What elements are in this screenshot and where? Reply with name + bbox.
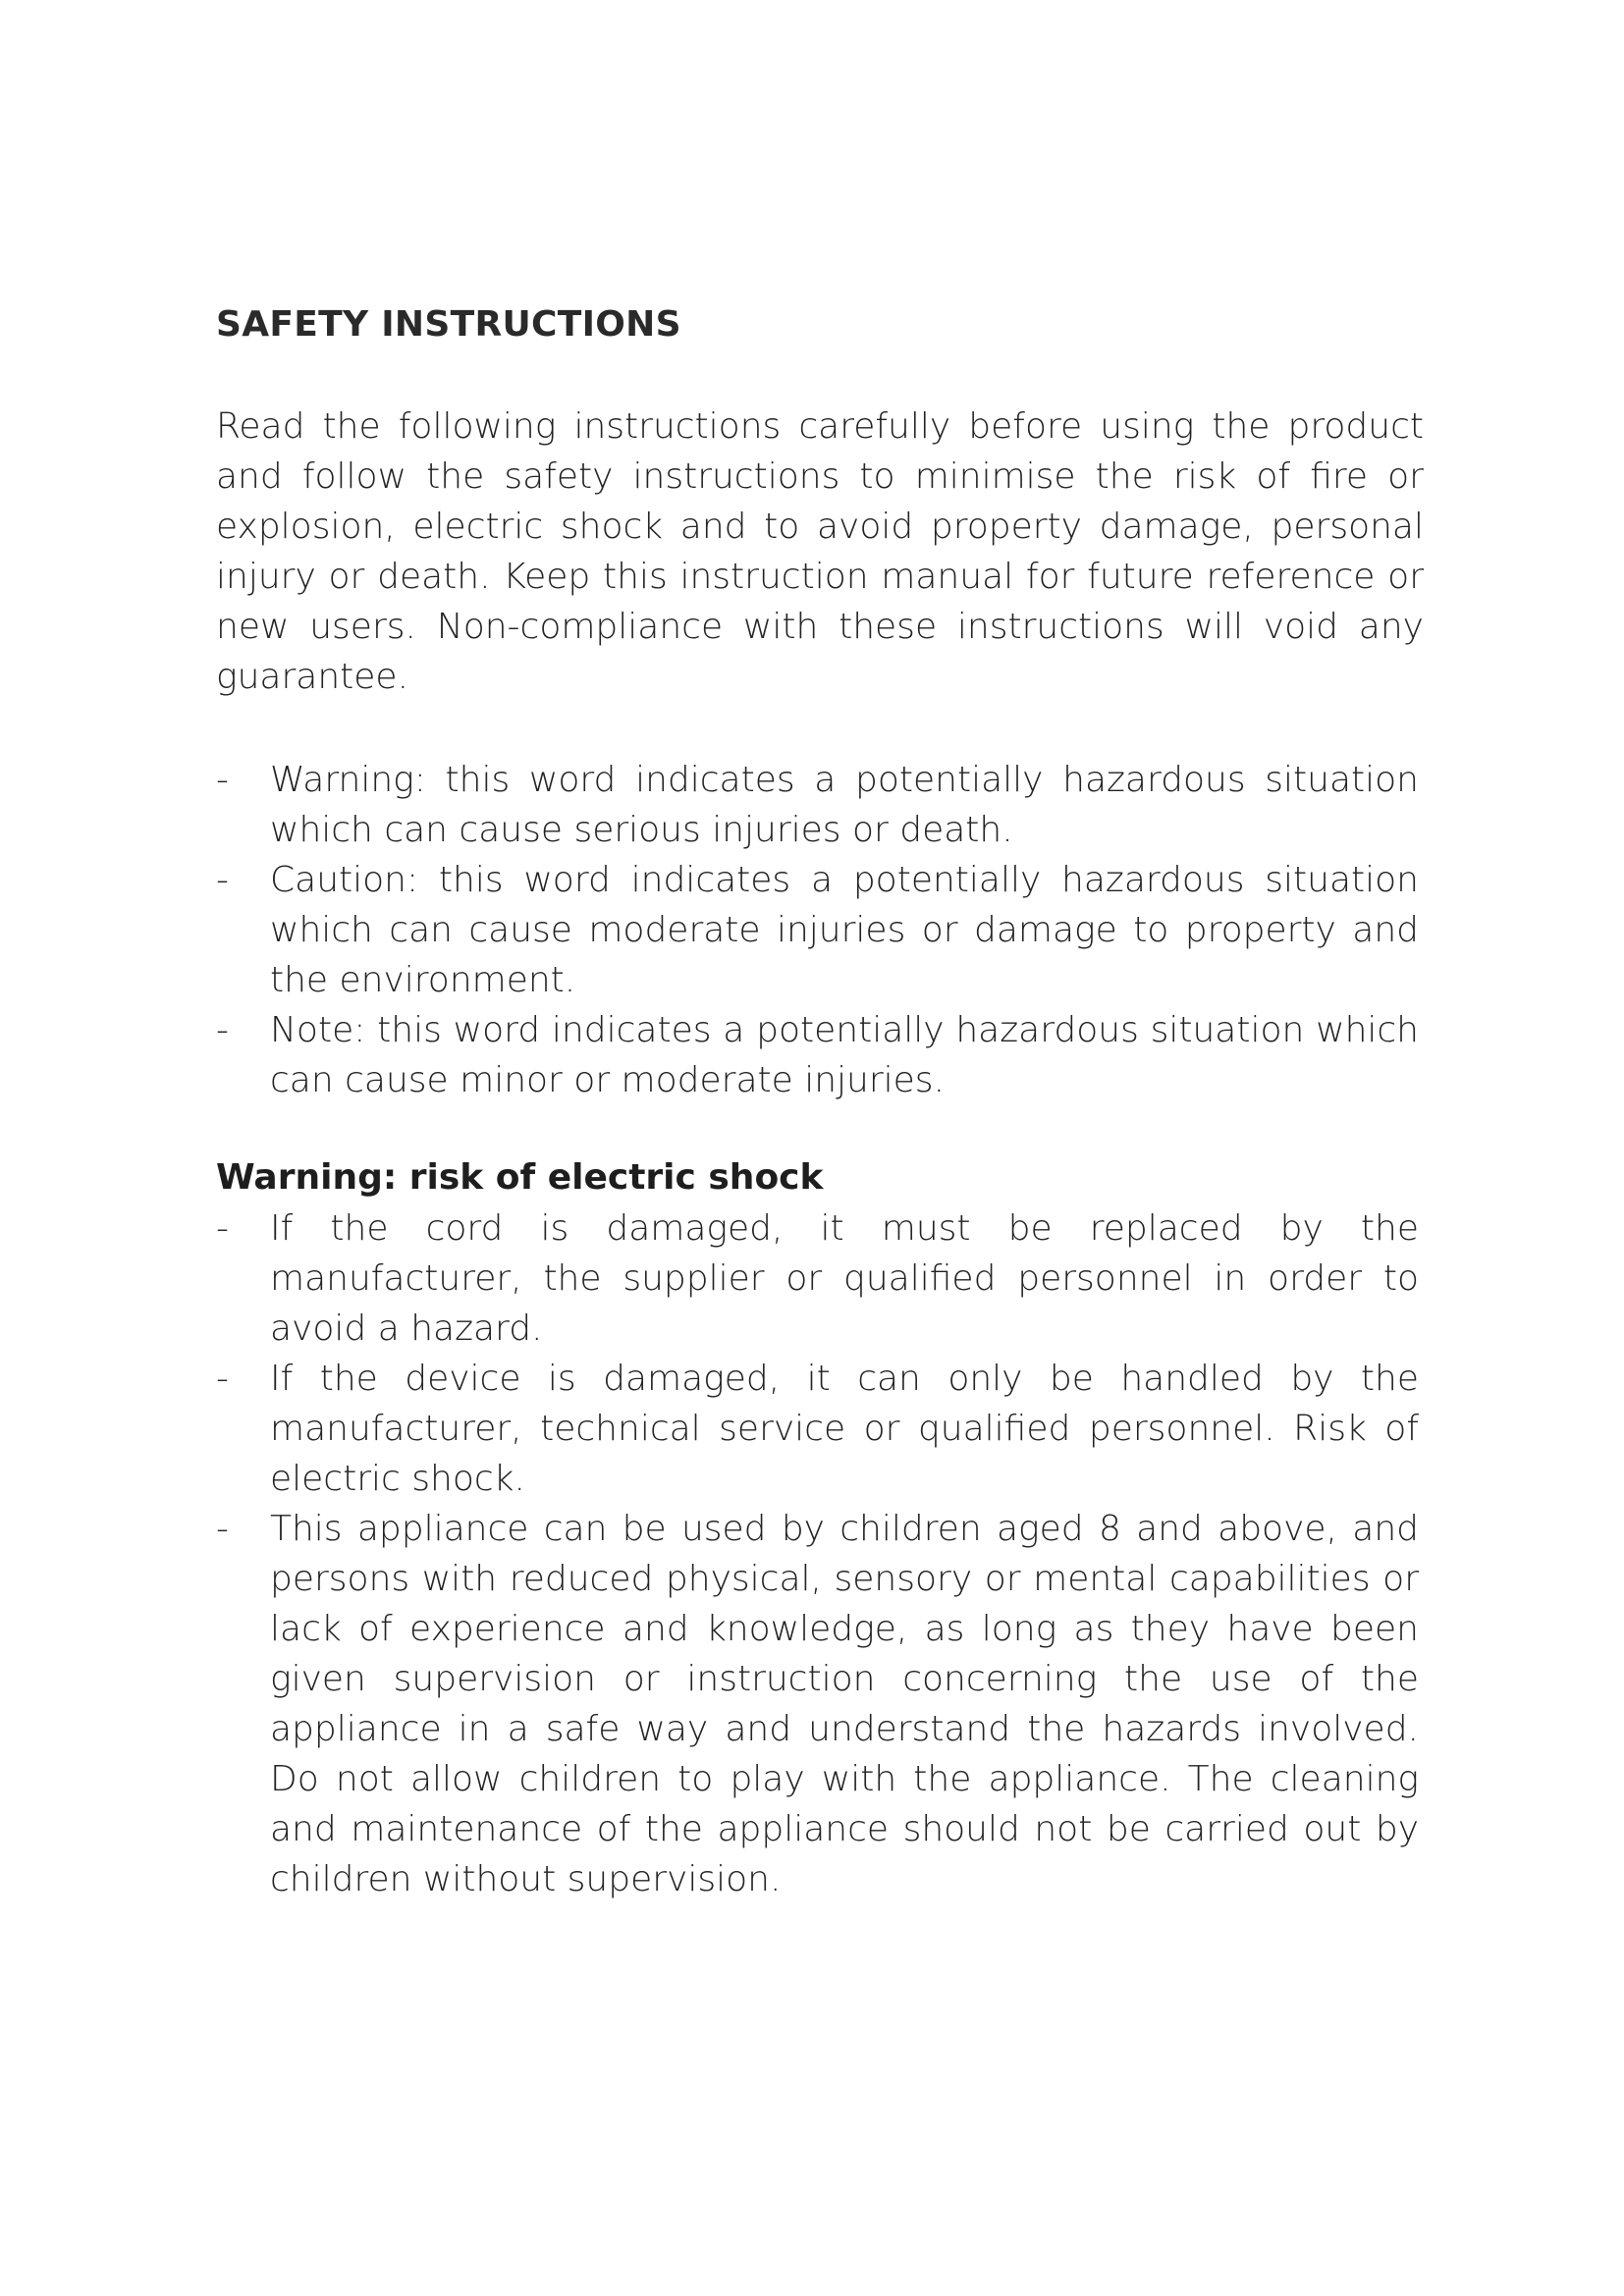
list-item-text: Caution: this word indicates a potentially hazardous situation which can cause moderate injuries or damage to property and the environment. <box>270 860 1419 1000</box>
page-title: SAFETY INSTRUCTIONS <box>216 304 681 345</box>
list-item-text: This appliance can be used by children aged 8 and above, and persons with reduced physical, sensory or mental capabilities or lack of experience and knowledge, as long as they have been given supervision or instruction concerning the use of the appliance in a safe way and understand the hazards involved. Do not allow children to play with the appliance. The cleaning and maintenance of the appliance should not be carried out by children without supervision. <box>270 1509 1419 1899</box>
bullet-dash: - <box>216 1359 229 1399</box>
intro-paragraph: Read the following instructions carefully before using the product and follow the safety instructions to minimise the risk of fire or explosion, electric shock and to avoid property damage, personal injury or death. Keep this instruction manual for future reference or new users. Non-compliance with these instructions will void any guarantee. <box>216 406 1424 697</box>
list-item-text: Warning: this word indicates a potentially hazardous situation which can cause serious injuries or death. <box>270 760 1419 850</box>
list-item <box>216 1354 1419 1504</box>
list-item-text: Note: this word indicates a potentially hazardous situation which can cause minor or moderate injuries. <box>270 1010 1419 1100</box>
list-item-text: If the cord is damaged, it must be replaced by the manufacturer, the supplier or qualified personnel in order to avoid a hazard. <box>270 1208 1419 1349</box>
bullet-dash: - <box>216 1208 229 1249</box>
electric-shock-list <box>216 1203 1434 1904</box>
list-item <box>216 755 1419 855</box>
list-item <box>216 1504 1419 1904</box>
document-page <box>216 299 1434 1904</box>
signal-words-list <box>216 755 1434 1105</box>
list-item <box>216 855 1419 1005</box>
bullet-dash: - <box>216 860 229 900</box>
list-item-text: If the device is damaged, it can only be handled by the manufacturer, technical service or qualified personnel. Risk of electric shock. <box>270 1359 1419 1499</box>
bullet-dash: - <box>216 1509 229 1549</box>
list-item <box>216 1005 1419 1105</box>
section-heading: Warning: risk of electric shock <box>216 1157 824 1198</box>
bullet-dash: - <box>216 760 229 800</box>
list-item <box>216 1203 1419 1354</box>
bullet-dash: - <box>216 1010 229 1050</box>
